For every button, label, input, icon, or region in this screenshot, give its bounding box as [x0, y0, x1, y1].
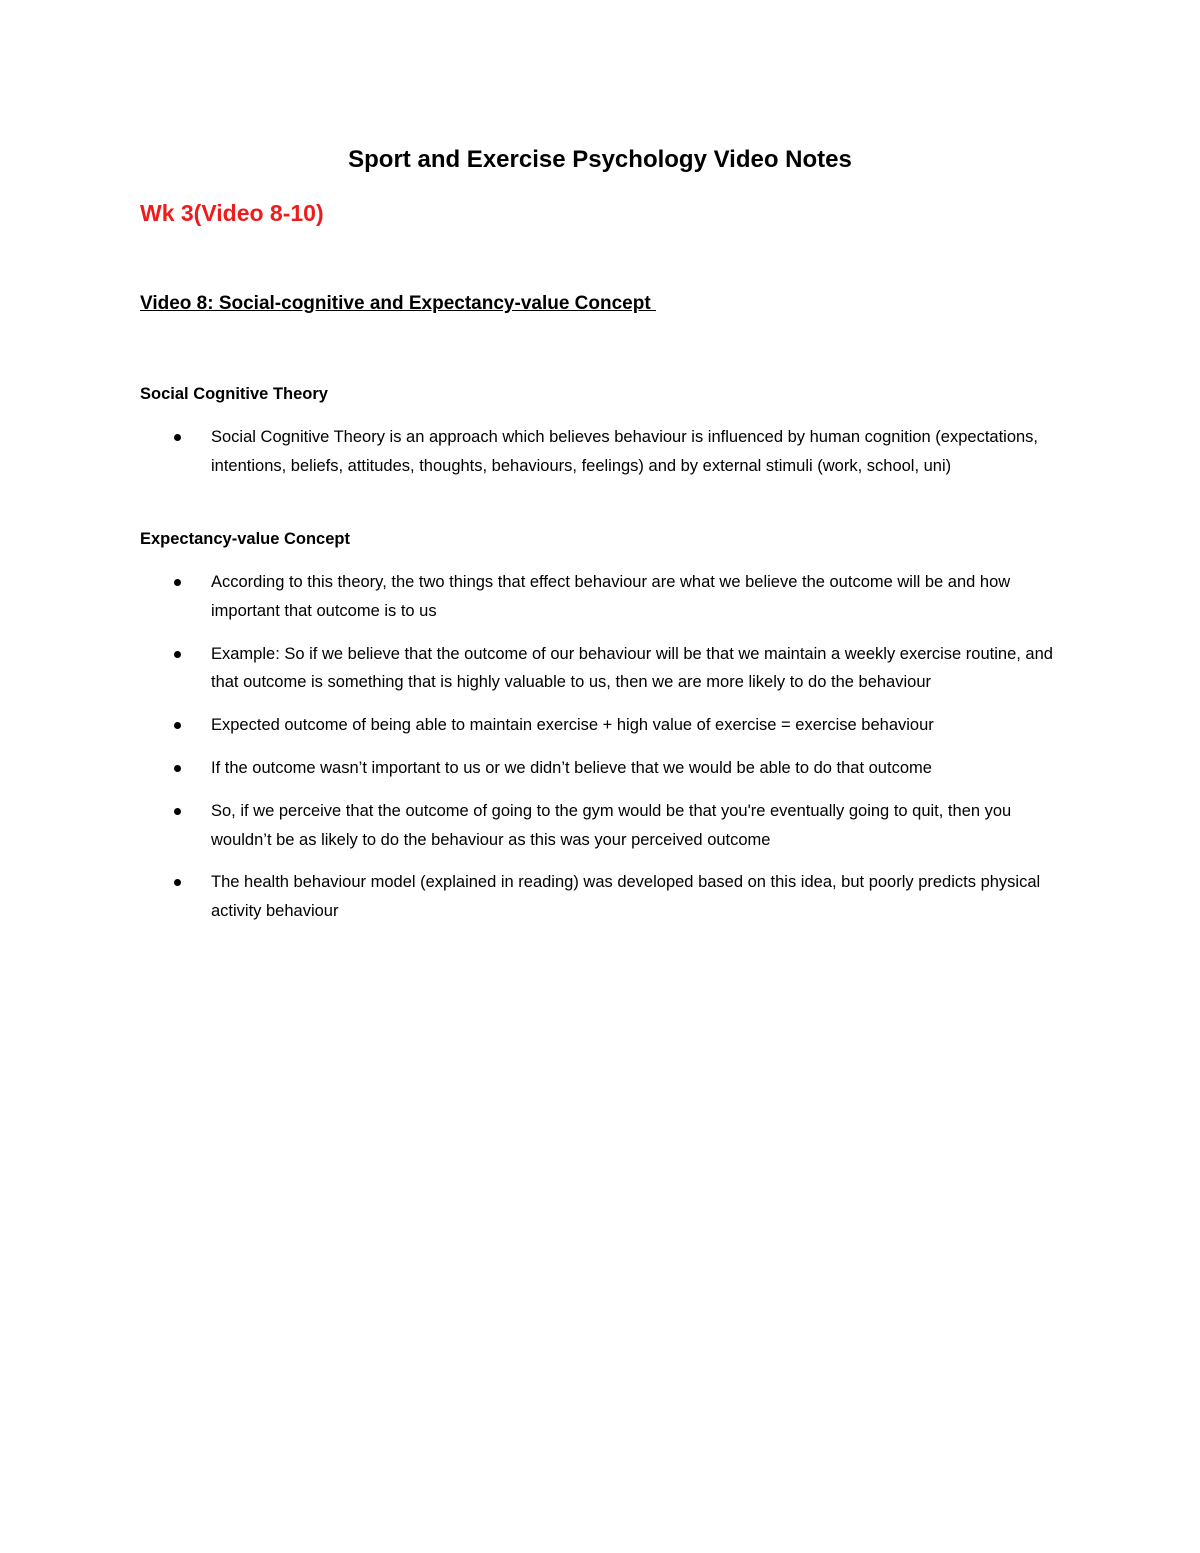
list-item: [140, 797, 1070, 855]
bullet-list: [140, 568, 1070, 926]
bullet-text: Expected outcome of being able to maintain exercise + high value of exercise = exercise behaviour: [211, 716, 934, 735]
video-heading: Video 8: Social-cognitive and Expectancy-value Concept: [140, 293, 656, 314]
list-item: [140, 423, 1070, 481]
section-heading: Social Cognitive Theory: [140, 385, 328, 403]
bullet-icon: [174, 765, 181, 772]
section-heading: Expectancy-value Concept: [140, 530, 350, 548]
list-item: [140, 754, 1070, 783]
bullet-text: Social Cognitive Theory is an approach which believes behaviour is influenced by human cognition (expectations, intentions, beliefs, attitudes, thoughts, behaviours, feelings) and by external stimuli (work, school, uni): [211, 428, 1039, 475]
list-item: [140, 868, 1070, 926]
list-item: [140, 711, 1070, 740]
bullet-icon: [174, 579, 181, 586]
bullet-icon: [174, 434, 181, 441]
list-item: [140, 640, 1070, 698]
bullet-icon: [174, 651, 181, 658]
section-expectancy-value-concept: [140, 525, 1070, 926]
bullet-text: So, if we perceive that the outcome of going to the gym would be that you're eventually going to quit, then you wouldn’t be as likely to do the behaviour as this was your perceived outcome: [211, 801, 1012, 849]
bullet-icon: [174, 722, 181, 729]
bullet-text: Example: So if we believe that the outcome of our behaviour will be that we maintain a weekly exercise routine, and that outcome is something that is highly valuable to us, then we are more likely to do the behaviour: [211, 644, 1053, 692]
section-social-cognitive-theory: [140, 380, 1070, 481]
list-item: [140, 568, 1070, 626]
bullet-text: If the outcome wasn’t important to us or we didn’t believe that we would be able to do that outcome: [211, 758, 932, 777]
bullet-list: [140, 423, 1070, 481]
bullet-icon: [174, 808, 181, 815]
bullet-icon: [174, 879, 181, 886]
bullet-text: The health behaviour model (explained in reading) was developed based on this idea, but poorly predicts physical activity behaviour: [211, 873, 1041, 921]
bullet-text: According to this theory, the two things that effect behaviour are what we believe the outcome will be and how important that outcome is to us: [211, 573, 1011, 620]
document-title: Sport and Exercise Psychology Video Notes: [348, 146, 852, 173]
week-heading: Wk 3(Video 8-10): [140, 200, 324, 226]
